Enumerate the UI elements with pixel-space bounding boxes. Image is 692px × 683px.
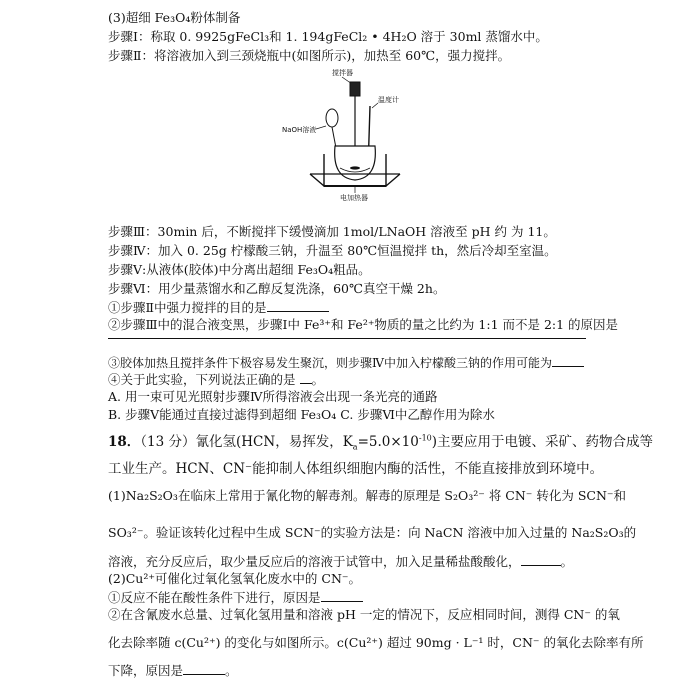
q18-line-1 [108, 434, 653, 450]
q18-line-1b: =5.0×10 [357, 434, 419, 450]
answer-blank-2[interactable] [108, 338, 586, 339]
q18-line-2: 工业生产。HCN、CN⁻能抑制人体组织细胞内酶的活性，不能直接排放到环境中。 [108, 461, 604, 477]
q18-line-1a: （13 分）氰化氢(HCN，易挥发，K [140, 434, 353, 450]
q18-line-5 [108, 553, 573, 570]
thermometer-label: 温度计 [378, 96, 399, 104]
q18-line-7-text: ①反应不能在酸性条件下进行，原因是 [108, 590, 321, 605]
question-1-text: ①步骤Ⅱ中强力搅拌的目的是 [108, 300, 267, 315]
q18-line-8: ②在含氰废水总量、过氧化氢用量和溶液 pH 一定的情况下，反应相同时间，测得 CN⁻ 的氧 [108, 607, 620, 622]
question-2: ②步骤Ⅲ中的混合液变黑，步骤Ⅰ中 Fe³⁺和 Fe²⁺物质的量之比约为 1:1 而不是 2:1 的原因是 [108, 317, 619, 332]
answer-blank-6[interactable] [321, 589, 363, 602]
question-4 [108, 371, 324, 388]
q18-line-10-text: 下降，原因是 [108, 663, 184, 678]
three-neck-flask-shape [335, 146, 376, 180]
q18-line-3: (1)Na₂S₂O₃在临床上常用于氰化物的解毒剂。解毒的原理是 S₂O₃²⁻ 将 CN⁻ 转化为 SCN⁻和 [108, 488, 627, 503]
q18-line-9: 化去除率随 c(Cu²⁺) 的变化与如图所示。c(Cu²⁺) 超过 90mg · L⁻¹ 时，CN⁻ 的氧化去除率有所 [108, 635, 644, 650]
question-4-text: ④关于此实验，下列说法正确的是 [108, 372, 296, 387]
step-4: 步骤Ⅳ：加入 0. 25g 柠檬酸三钠，升温至 80℃恒温搅拌 th，然后冷却至室温。 [108, 243, 557, 258]
answer-blank-4[interactable] [300, 371, 312, 384]
q18-line-7 [108, 589, 363, 606]
stirrer-label: 搅拌器 [332, 69, 353, 77]
option-b-c: B. 步骤Ⅴ能通过直接过滤得到超细 Fe₃O₄ C. 步骤Ⅵ中乙醇作用为除水 [108, 407, 495, 422]
q18-line-5-text: 溶液，充分反应后，取少量反应后的溶液于试管中，加入足量稀盐酸酸化， [108, 554, 521, 569]
q18-line-6: (2)Cu²⁺可催化过氧化氢氧化废水中的 CN⁻。 [108, 571, 362, 586]
q18-line-10 [108, 662, 238, 679]
question-1 [108, 299, 329, 316]
heater-label: 电加热器 [340, 194, 368, 202]
option-a: A. 用一束可见光照射步骤Ⅳ所得溶液会出现一条光亮的通路 [108, 389, 438, 404]
ka-subscript: a [352, 442, 358, 452]
step-6: 步骤Ⅵ：用少量蒸馏水和乙醇反复洗涤，60℃真空干燥 2h。 [108, 281, 446, 296]
q18-number: 18． [108, 434, 141, 450]
step-3: 步骤Ⅲ：30min 后，不断搅拌下缓慢滴加 1mol/LNaOH 溶液至 pH 约 为 11。 [108, 224, 556, 239]
dropping-funnel-shape [326, 109, 338, 127]
question-3 [108, 354, 584, 371]
q18-line-10-tail: 。 [225, 663, 238, 678]
answer-blank-7[interactable] [183, 662, 225, 675]
naoh-label: NaOH溶液 [282, 126, 317, 134]
answer-blank-1[interactable] [267, 299, 329, 312]
step-1: 步骤Ⅰ：称取 0. 9925gFeCl₃和 1. 194gFeCl₂ • 4H₂O 溶于 30ml 蒸馏水中。 [108, 29, 548, 44]
stirrer-motor-shape [350, 82, 360, 96]
ka-exponent: -10 [418, 433, 432, 443]
apparatus-figure [280, 68, 430, 208]
question-4-tail: 。 [311, 372, 325, 387]
answer-blank-3[interactable] [552, 354, 584, 367]
step-2: 步骤Ⅱ：将溶液加入到三颈烧瓶中(如图所示)，加热至 60℃，强力搅拌。 [108, 48, 511, 63]
part3-heading: (3)超细 Fe₃O₄粉体制备 [108, 10, 241, 25]
q18-line-5-tail: 。 [560, 554, 574, 569]
q18-line-1c: )主要应用于电镀、采矿、药物合成等 [431, 434, 654, 450]
question-3-text: ③胶体加热且搅拌条件下极容易发生聚沉，则步骤Ⅳ中加入柠檬酸三钠的作用可能为 [108, 356, 552, 370]
answer-blank-5[interactable] [521, 553, 561, 566]
step-5: 步骤Ⅴ:从液体(胶体)中分离出超细 Fe₃O₄粗品。 [108, 262, 371, 277]
q18-line-4: SO₃²⁻。验证该转化过程中生成 SCN⁻的实验方法是：向 NaCN 溶液中加入过量的 Na₂S₂O₃的 [108, 525, 637, 540]
